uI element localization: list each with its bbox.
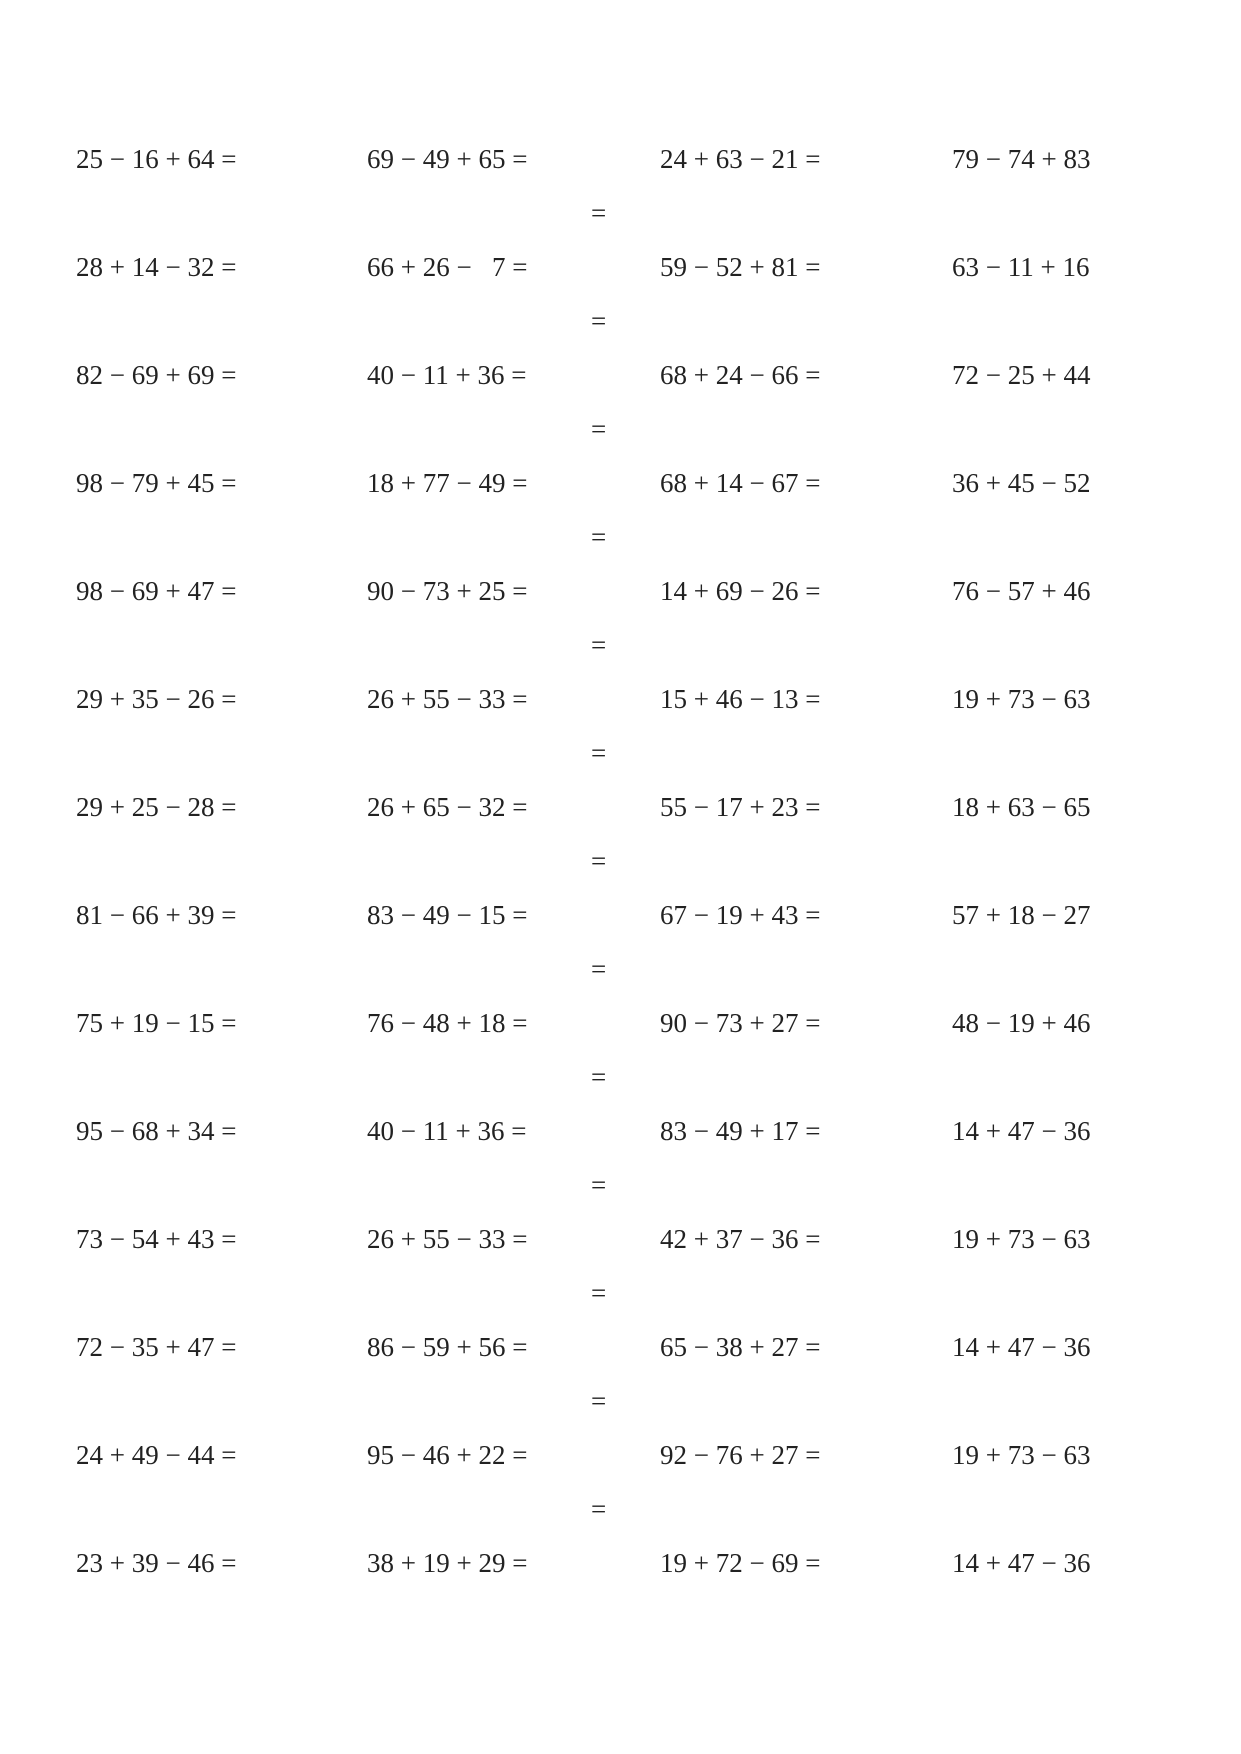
problem: 67 − 19 + 43 = <box>660 900 821 930</box>
problem: 19 + 73 − 63 <box>952 1224 1091 1254</box>
problem-row <box>0 139 1241 179</box>
problem: 65 − 38 + 27 = <box>660 1332 821 1362</box>
problem: 83 − 49 + 17 = <box>660 1116 821 1146</box>
problem-row <box>0 355 1241 395</box>
problem: 42 + 37 − 36 = <box>660 1224 821 1254</box>
problem: 92 − 76 + 27 = <box>660 1440 821 1470</box>
problem: 75 + 19 − 15 = <box>76 1008 237 1038</box>
problem: 23 + 39 − 46 = <box>76 1548 237 1578</box>
problem-row <box>0 1111 1241 1151</box>
wrapped-equals-sign: = <box>591 306 607 336</box>
problem: 79 − 74 + 83 <box>952 144 1091 174</box>
problem: 14 + 47 − 36 <box>952 1116 1091 1146</box>
problem: 98 − 69 + 47 = <box>76 576 237 606</box>
problem-row <box>0 1435 1241 1475</box>
problem-row <box>0 787 1241 827</box>
problem: 18 + 63 − 65 <box>952 792 1091 822</box>
wrapped-equals-sign: = <box>591 414 607 444</box>
problem: 38 + 19 + 29 = <box>367 1548 528 1578</box>
wrapped-equals-sign: = <box>591 1170 607 1200</box>
problem: 19 + 73 − 63 <box>952 1440 1091 1470</box>
wrapped-equals-sign: = <box>591 522 607 552</box>
wrapped-equals-sign: = <box>591 1062 607 1092</box>
problem-row <box>0 1327 1241 1367</box>
problem: 83 − 49 − 15 = <box>367 900 528 930</box>
problem: 66 + 26 − 7 = <box>367 252 528 282</box>
problem: 76 − 57 + 46 <box>952 576 1091 606</box>
problem: 19 + 72 − 69 = <box>660 1548 821 1578</box>
wrapped-equals-sign: = <box>591 738 607 768</box>
problem: 55 − 17 + 23 = <box>660 792 821 822</box>
wrapped-equals-sign: = <box>591 630 607 660</box>
wrapped-equals-sign: = <box>591 954 607 984</box>
problem-row <box>0 679 1241 719</box>
problem: 98 − 79 + 45 = <box>76 468 237 498</box>
problem: 29 + 25 − 28 = <box>76 792 237 822</box>
wrapped-equals-sign: = <box>591 198 607 228</box>
problem: 59 − 52 + 81 = <box>660 252 821 282</box>
problem: 73 − 54 + 43 = <box>76 1224 237 1254</box>
problem: 26 + 55 − 33 = <box>367 684 528 714</box>
problem-row <box>0 571 1241 611</box>
problem: 81 − 66 + 39 = <box>76 900 237 930</box>
problem: 36 + 45 − 52 <box>952 468 1091 498</box>
problem: 19 + 73 − 63 <box>952 684 1091 714</box>
problem: 68 + 14 − 67 = <box>660 468 821 498</box>
problem: 95 − 68 + 34 = <box>76 1116 237 1146</box>
problem: 90 − 73 + 27 = <box>660 1008 821 1038</box>
problem: 29 + 35 − 26 = <box>76 684 237 714</box>
problem: 63 − 11 + 16 <box>952 252 1090 282</box>
problem: 95 − 46 + 22 = <box>367 1440 528 1470</box>
problem: 76 − 48 + 18 = <box>367 1008 528 1038</box>
problem: 90 − 73 + 25 = <box>367 576 528 606</box>
problem-row <box>0 1003 1241 1043</box>
wrapped-equals-sign: = <box>591 1278 607 1308</box>
problem: 40 − 11 + 36 = <box>367 360 527 390</box>
wrapped-equals-sign: = <box>591 846 607 876</box>
problem: 18 + 77 − 49 = <box>367 468 528 498</box>
problem: 15 + 46 − 13 = <box>660 684 821 714</box>
problem: 86 − 59 + 56 = <box>367 1332 528 1362</box>
problem-row <box>0 247 1241 287</box>
problem: 40 − 11 + 36 = <box>367 1116 527 1146</box>
problem: 72 − 25 + 44 <box>952 360 1091 390</box>
problem-row <box>0 895 1241 935</box>
problem: 57 + 18 − 27 <box>952 900 1091 930</box>
problem: 72 − 35 + 47 = <box>76 1332 237 1362</box>
problem-row <box>0 1219 1241 1259</box>
problem: 24 + 63 − 21 = <box>660 144 821 174</box>
problem: 68 + 24 − 66 = <box>660 360 821 390</box>
problem: 82 − 69 + 69 = <box>76 360 237 390</box>
problem: 14 + 47 − 36 <box>952 1548 1091 1578</box>
problem-row <box>0 1543 1241 1583</box>
wrapped-equals-sign: = <box>591 1386 607 1416</box>
wrapped-equals-sign: = <box>591 1494 607 1524</box>
problem: 28 + 14 − 32 = <box>76 252 237 282</box>
problem: 48 − 19 + 46 <box>952 1008 1091 1038</box>
problem: 26 + 65 − 32 = <box>367 792 528 822</box>
problem: 25 − 16 + 64 = <box>76 144 237 174</box>
problem: 24 + 49 − 44 = <box>76 1440 237 1470</box>
problem: 26 + 55 − 33 = <box>367 1224 528 1254</box>
problem-row <box>0 463 1241 503</box>
problem: 14 + 47 − 36 <box>952 1332 1091 1362</box>
problem: 14 + 69 − 26 = <box>660 576 821 606</box>
problem: 69 − 49 + 65 = <box>367 144 528 174</box>
